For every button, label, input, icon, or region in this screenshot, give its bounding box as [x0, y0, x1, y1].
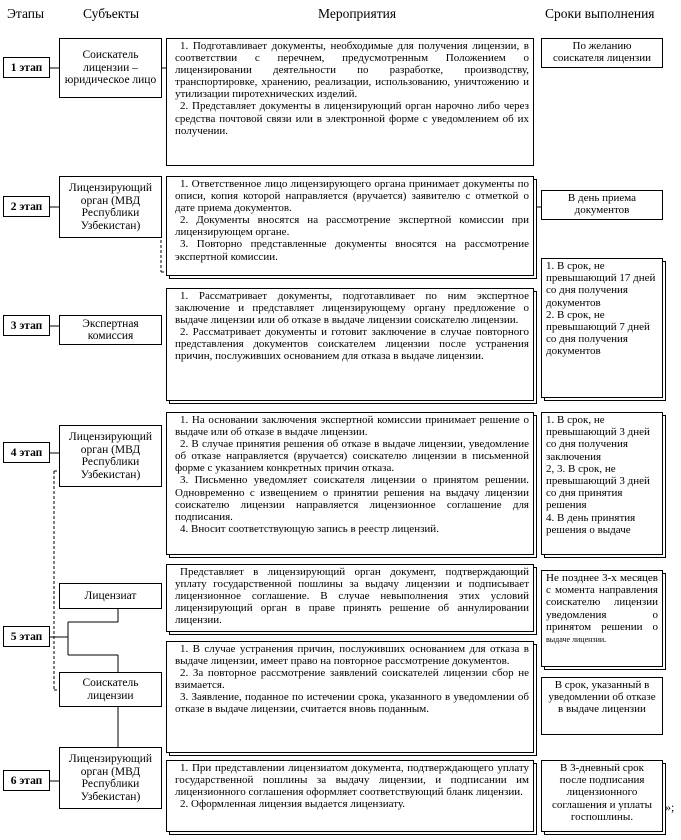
- subject-applicant: [59, 672, 162, 707]
- stage-6-label: 6 этап: [3, 770, 50, 791]
- stage-1-label: 1 этап: [3, 57, 50, 78]
- deadline-text: В срок, указанный в уведомлении об отказе в выдаче лицензии: [548, 679, 656, 716]
- header-stages: Этапы: [7, 6, 45, 21]
- activity-box-stage2: [166, 176, 534, 276]
- activity-item: 2. Оформленная лицензия выдается лицензиату.: [180, 798, 406, 811]
- subject-text: Лицензирующий орган (МВД Республики Узбекистан): [68, 753, 153, 803]
- subject-licensee: [59, 583, 162, 609]
- deadline-box-stage2: [541, 190, 663, 220]
- deadline-box-stage5-applicant: [541, 677, 663, 735]
- subject-licensing-body-stage2: [59, 176, 162, 238]
- deadline-text: По желанию соискателя лицензии: [552, 40, 652, 65]
- activity-box-stage5-applicant: [166, 641, 534, 753]
- deadline-box-stage3: [541, 258, 663, 398]
- subject-expert-commission: [59, 315, 162, 345]
- deadline-text: 2, 3. В срок, не превышающий 3 дней со дня принятия решения: [546, 462, 650, 512]
- activity-item: 1. Рассматривает документы, подготавливает по ним экспертное заключение и представляет лицензирующему органу предложение о выдаче лицензии или об отказе в выдаче лицензии соискателю лицензии.: [175, 290, 529, 327]
- activity-box-stage4: [166, 412, 534, 555]
- activity-box-stage1: [166, 38, 534, 166]
- trailing-mark: »;: [665, 800, 675, 814]
- activity-item: 2. Документы вносятся на рассмотрение экспертной комиссии при лицензирующем органе.: [175, 214, 529, 239]
- deadline-box-stage1: [541, 38, 663, 68]
- subject-licensing-body-stage4: [59, 425, 162, 487]
- subject-text: Соискатель лицензии: [82, 677, 139, 702]
- deadline-text-main: Не позднее 3-х месяцев с момента направления соискателю лицензии уведомления о принятом решении о: [546, 572, 658, 633]
- stage-2-label: 2 этап: [3, 196, 50, 217]
- activity-item: 4. Вносит соответствующую запись в реестр лицензий.: [180, 522, 439, 535]
- deadline-box-stage6: [541, 760, 663, 832]
- header-activities: Мероприятия: [318, 6, 397, 21]
- deadline-text: [546, 572, 658, 646]
- activity-item: 2. Представляет документы в лицензирующий орган нарочно либо через средства почтовой связи или в электронной форме с уведомлением об их получении.: [175, 100, 529, 137]
- stage-4-label: 4 этап: [3, 442, 50, 463]
- subject-text: Лицензиат: [84, 589, 137, 602]
- activity-item: 2. Рассматривает документы и готовит заключение в случае повторного представления документов соискателем лицензии после устранения причин, послуживших основанием для отказа в выдаче лицензии.: [175, 326, 529, 363]
- subject-text: Лицензирующий орган (МВД Республики Узбекистан): [68, 182, 153, 232]
- deadline-box-stage4: [541, 412, 663, 555]
- activity-box-stage3: [166, 288, 534, 401]
- deadline-box-stage5-licensee: [541, 570, 663, 667]
- activity-item: 1. Подготавливает документы, необходимые для получения лицензии, в соответствии с перечнем, предусмотренным Положением о лицензировании деятельности по разработке, производству, транспортировке, хранению, реализации, использованию, уничтожению и утилизации пиротехнических изделий.: [175, 40, 529, 101]
- activity-item: 3. Письменно уведомляет соискателя лицензии о принятом решении. Одновременно с извещением о принятии решения на выдачу лицензии соискателю лицензии направляется лицензионное соглашение для подписания.: [175, 474, 529, 523]
- activity-item: 1. При представлении лицензиатом документа, подтверждающего уплату государственной пошлины за выдачу лицензии, и подписании им лицензионного соглашения оформляет соответствующий бланк лицензии.: [175, 762, 529, 799]
- deadline-text: 1. В срок, не превышающий 17 дней со дня получения документов: [546, 260, 656, 309]
- activity-box-stage5-licensee: [166, 564, 534, 632]
- header-deadlines: Сроки выполнения: [545, 6, 655, 21]
- deadline-text: 2. В срок, не превышающий 7 дней со дня получения документов: [546, 308, 650, 358]
- activity-box-stage6: [166, 760, 534, 832]
- subject-licensing-body-stage6: [59, 747, 162, 809]
- activity-item: 3. Заявление, поданное по истечении срока, указанного в уведомлении об отказе в выдаче лицензии, считается вновь поданным.: [175, 691, 529, 716]
- deadline-text: В день приема документов: [567, 192, 637, 217]
- activity-item: 2. В случае принятия решения об отказе в выдаче лицензии, уведомление об отказе направляется (вручается) соискателю лицензии в письменной форме с указанием конкретных причин отказа.: [175, 438, 529, 475]
- activity-item: 2. За повторное рассмотрение заявлений соискателей лицензии сбор не взимается.: [175, 667, 529, 692]
- deadline-text: 4. В день принятия решения о выдаче: [546, 511, 636, 536]
- subject-text: Соискатель лицензии – юридическое лицо: [64, 49, 157, 87]
- activity-item: 1. Ответственное лицо лицензирующего органа принимает документы по описи, копия которой направляется (вручается) заявителю с отметкой о дате приема документов.: [175, 178, 529, 215]
- activity-item: Представляет в лицензирующий орган документ, подтверждающий уплату государственной пошлины за выдачу лицензии и подписывает лицензионное соглашение. В случае невыполнения этих условий лицензирующий орган в праве принять решение об аннулировании лицензии.: [175, 566, 529, 627]
- deadline-text: В 3-дневный срок после подписания лицензионного соглашения и уплаты госпошлины.: [552, 762, 652, 823]
- header-subjects: Субъекты: [83, 6, 140, 21]
- subject-text: Экспертная комиссия: [82, 317, 139, 342]
- activity-item: 1. В случае устранения причин, послуживших основанием для отказа в выдаче лицензии, имеет право на повторное рассмотрение документов.: [175, 643, 529, 668]
- activity-item: 1. На основании заключения экспертной комиссии принимает решение о выдаче или об отказе в выдаче лицензии.: [175, 414, 529, 439]
- stage-3-label: 3 этап: [3, 315, 50, 336]
- deadline-text: 1. В срок, не превышающий 3 дней со дня получения заключения: [546, 414, 650, 463]
- deadline-text-small: выдаче лицензии.: [546, 635, 607, 645]
- subject-text: Лицензирующий орган (МВД Республики Узбекистан): [68, 431, 153, 481]
- activity-item: 3. Повторно представленные документы вносятся на рассмотрение экспертной комиссии.: [175, 238, 529, 263]
- stage-5-label: 5 этап: [3, 626, 50, 647]
- subject-applicant-legal-entity: [59, 38, 162, 98]
